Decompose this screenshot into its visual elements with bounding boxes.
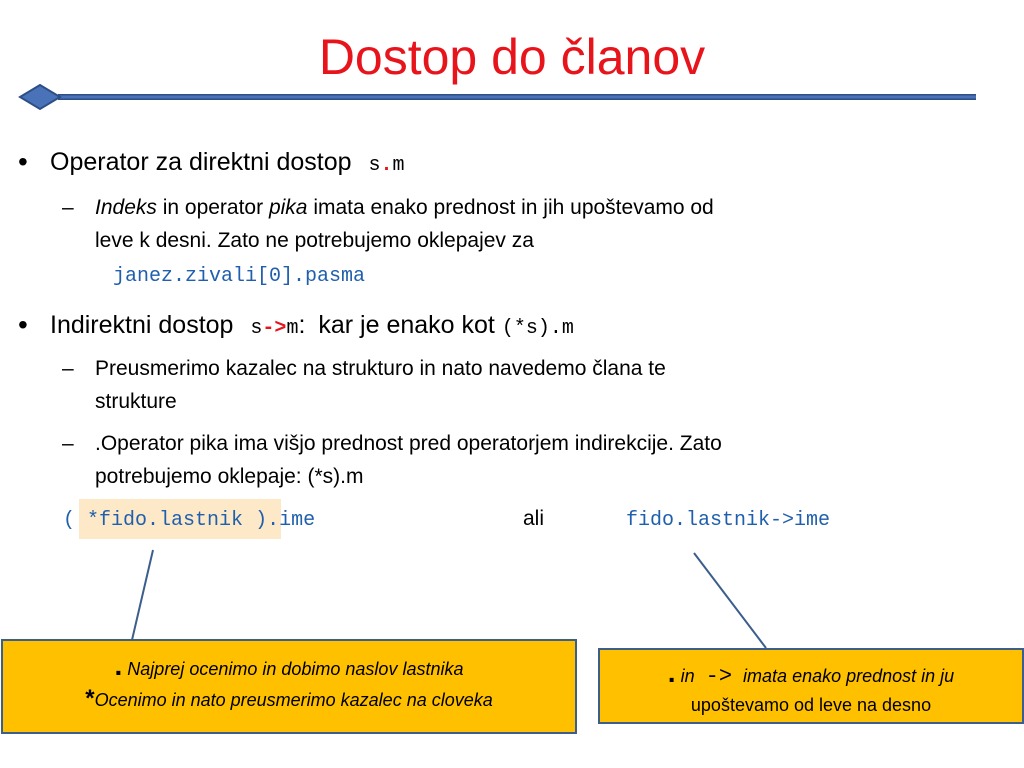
- dash-marker: –: [62, 196, 74, 219]
- callout-box-right: . in -> imata enako prednost in ju upoštevamo od leve na desno: [598, 648, 1024, 724]
- example-right-code: fido.lastnik->ime: [626, 509, 831, 532]
- bullet-2-code-2: (*s).m: [501, 317, 574, 340]
- bullet-2-text: Indirektni dostop s->m: kar je enako kot (*s).m: [50, 311, 574, 340]
- bullet-2-label-2: kar je enako kot: [318, 311, 495, 339]
- bullet-1-code: s.m: [368, 154, 405, 177]
- bullet-2-sub-2: .Operator pika ima višjo prednost pred operatorjem indirekcije. Zato potrebujemo oklepaje: (*s).m: [95, 432, 722, 488]
- bullet-2-code: s->m: [250, 317, 299, 340]
- code-example-pasma: janez.zivali[0].pasma: [113, 265, 366, 288]
- example-left-code: ( *fido.lastnik ).ime: [63, 509, 316, 532]
- connector-line-left: [132, 550, 153, 640]
- highlighted-expression: *fido.lastnik: [87, 509, 244, 532]
- slide-title: Dostop do članov: [318, 29, 706, 85]
- bullet-marker: •: [18, 146, 28, 177]
- dash-marker: –: [62, 432, 74, 455]
- bullet-2-sub-1: Preusmerimo kazalec na strukturo in nato navedemo člana te strukture: [95, 357, 666, 413]
- connector-line-right: [694, 553, 766, 648]
- bullet-marker: •: [18, 309, 28, 340]
- dash-marker: –: [62, 357, 74, 380]
- bullet-2-label: Indirektni dostop: [50, 311, 234, 339]
- bullet-1-label: Operator za direktni dostop: [50, 148, 352, 176]
- callout-box-left: . Najprej ocenimo in dobimo naslov lastnika *Ocenimo in nato preusmerimo kazalec na cloveka: [1, 639, 577, 734]
- bullet-1-sub-text: Indeks in operator pika imata enako prednost in jih upoštevamo od leve k desni. Zato ne potrebujemo oklepajev za: [95, 196, 714, 252]
- example-ali: ali: [523, 507, 545, 530]
